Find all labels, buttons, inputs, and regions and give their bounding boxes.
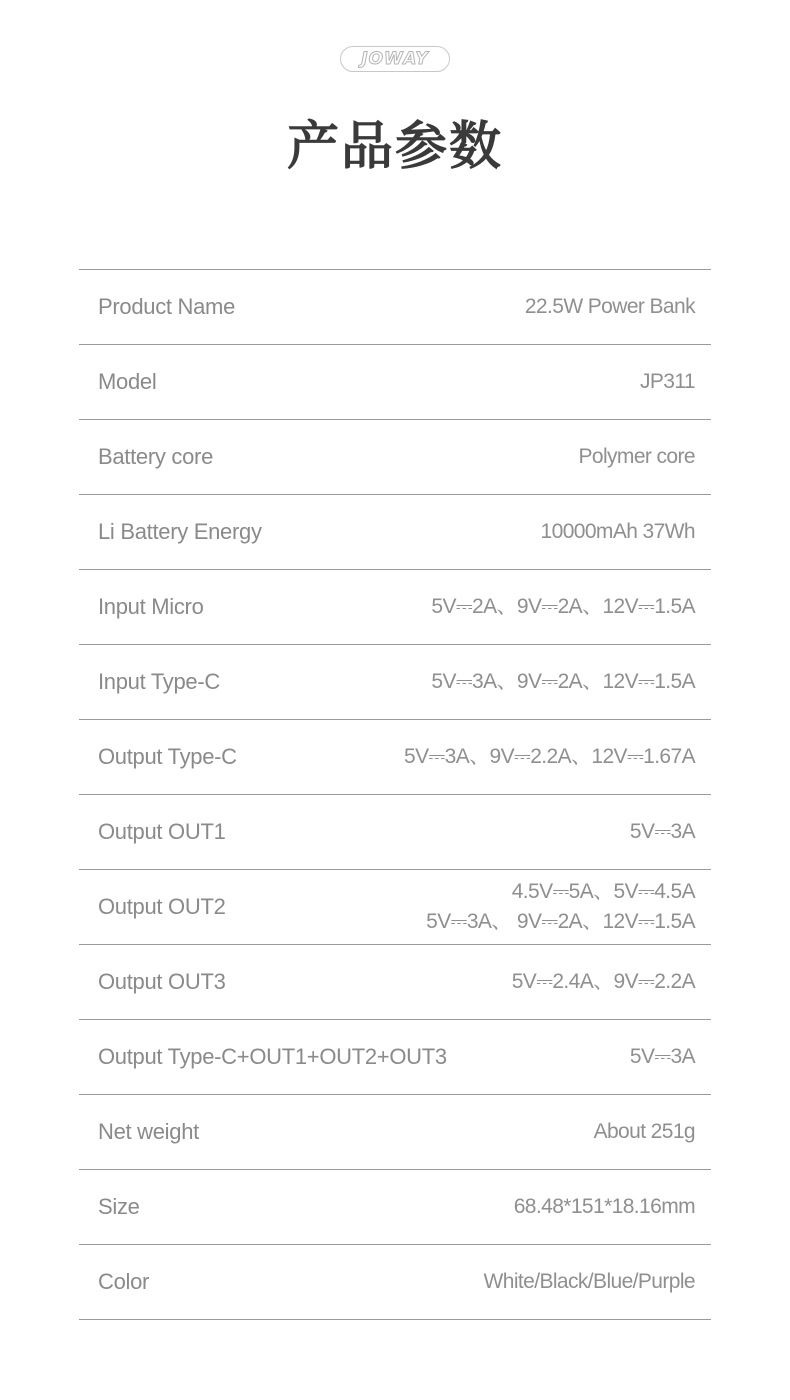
spec-row <box>79 645 711 720</box>
spec-value-line: 68.48*151*18.16mm <box>513 1195 695 1218</box>
spec-value <box>578 442 695 472</box>
spec-value <box>512 967 695 997</box>
spec-row <box>79 945 711 1020</box>
spec-label: Size <box>98 1194 140 1219</box>
spec-value-line: 5V⎓2.4A、9V⎓2.2A <box>511 970 695 993</box>
spec-row <box>79 495 711 570</box>
spec-label: Output OUT2 <box>98 894 226 919</box>
spec-label: Battery core <box>98 444 214 469</box>
spec-value-line: 5V⎓3A、 9V⎓2A、12V⎓1.5A <box>426 910 695 933</box>
page-title: 产品参数 <box>286 117 503 177</box>
spec-row <box>79 420 711 495</box>
spec-value-line: 10000mAh 37Wh <box>540 520 695 543</box>
spec-value <box>630 817 695 847</box>
spec-value <box>431 667 695 697</box>
spec-row <box>79 345 711 420</box>
spec-label: Net weight <box>98 1119 199 1144</box>
spec-value <box>541 517 695 547</box>
spec-value-line: 5V⎓2A、9V⎓2A、12V⎓1.5A <box>431 595 695 618</box>
spec-value-line: 22.5W Power Bank <box>524 295 695 318</box>
spec-row <box>79 870 711 945</box>
spec-value-line: JP311 <box>640 370 695 393</box>
spec-value-line: 5V⎓3A <box>629 1045 695 1068</box>
spec-label: Output OUT3 <box>98 969 226 994</box>
spec-label: Output Type-C <box>98 744 237 769</box>
spec-value <box>525 292 695 322</box>
spec-label: Li Battery Energy <box>98 519 262 544</box>
spec-row <box>79 270 711 345</box>
spec-value <box>431 592 695 622</box>
spec-value <box>640 367 695 397</box>
spec-row <box>79 1095 711 1170</box>
spec-label: Product Name <box>98 294 236 319</box>
spec-label: Input Type-C <box>98 669 220 694</box>
spec-row <box>79 720 711 795</box>
spec-label: Output OUT1 <box>98 819 226 844</box>
spec-value <box>630 1042 695 1072</box>
spec-row <box>79 1020 711 1095</box>
spec-value-line: 5V⎓3A <box>629 820 695 843</box>
spec-value-line: White/Black/Blue/Purple <box>483 1270 695 1293</box>
spec-row <box>79 1245 711 1320</box>
spec-row <box>79 795 711 870</box>
spec-value-line: 5V⎓3A、9V⎓2A、12V⎓1.5A <box>431 670 695 693</box>
spec-row <box>79 570 711 645</box>
spec-row <box>79 1170 711 1245</box>
spec-table <box>79 269 711 1320</box>
spec-value-line: 5V⎓3A、9V⎓2.2A、12V⎓1.67A <box>404 745 695 768</box>
spec-value <box>594 1117 695 1147</box>
spec-value <box>426 877 695 937</box>
spec-value-line: 4.5V⎓5A、5V⎓4.5A <box>511 880 695 903</box>
spec-label: Output Type-C+OUT1+OUT2+OUT3 <box>98 1044 447 1069</box>
spec-label: Color <box>98 1269 150 1294</box>
header <box>0 46 790 72</box>
spec-value-line: Polymer core <box>578 445 695 468</box>
brand-logo: JOWAY <box>340 46 450 72</box>
spec-value <box>404 742 695 772</box>
spec-label: Model <box>98 369 157 394</box>
spec-value <box>514 1192 695 1222</box>
spec-value-line: About 251g <box>593 1120 695 1143</box>
spec-label: Input Micro <box>98 594 204 619</box>
spec-value <box>484 1267 695 1297</box>
